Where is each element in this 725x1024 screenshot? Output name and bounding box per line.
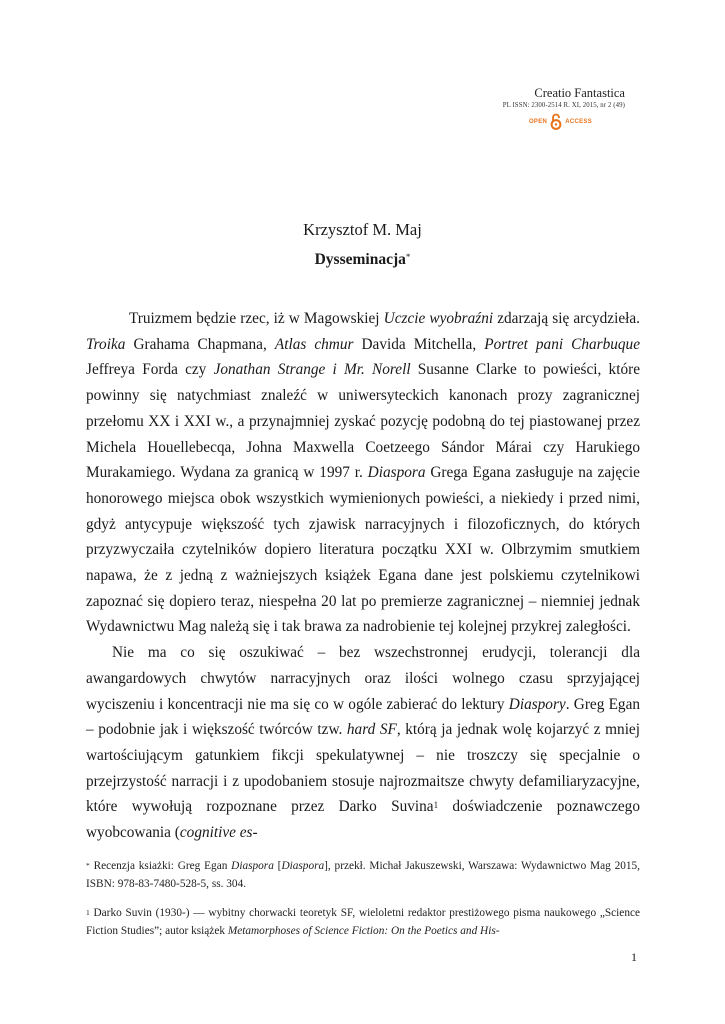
footnote-star <box>86 858 640 893</box>
text-run: Davida Mitchella, <box>353 335 485 353</box>
text-run: Grahama Chapmana, <box>125 335 275 353</box>
text-run: . Greg Egan – podobnie jak i większość twórców tzw. <box>86 695 641 739</box>
italic-title: Jonathan Strange i Mr. Norell <box>213 361 411 379</box>
italic-title: Diaspora <box>281 860 325 872</box>
text-run: Darko Suvin (1930-) — wybitny chorwacki teoretyk SF, wieloletni redaktor prestiżowego pisma naukowego „Science Fiction Studies”; autor książek <box>86 907 640 937</box>
footnotes <box>86 858 640 940</box>
body-paragraph-2 <box>86 640 640 846</box>
article-title-text: Dysseminacja <box>314 251 406 268</box>
open-access-lock-icon <box>550 113 562 130</box>
text-run: Susanne Clarke to powieści, które powinny się natychmiast znaleźć w uniwersyteckich kanonach prozy zagranicznej przełomu XX i XXI w., a przynajmniej zyskać pozycję podobną do tej piastowanej przez Michela Houellebecqa, Johna Maxwella Coetzeego Sándor Márai czy Harukiego Murakamiego. Wydana za granicą w 1997 r. <box>86 361 640 482</box>
body-paragraph-1 <box>86 306 640 640</box>
text-run: [ <box>273 860 282 872</box>
footnote-1 <box>86 905 640 940</box>
footnote-reference[interactable]: 1 <box>433 800 439 811</box>
text-run: Recenzja ksiażki: Greg Egan <box>89 860 232 872</box>
italic-title: Uczcie wyobraźni <box>383 310 494 327</box>
open-access-badge <box>503 113 592 130</box>
footnote-marker: * <box>86 861 90 870</box>
italic-title: Troika <box>86 335 126 353</box>
text-run: doświadczenie poznawczego wyobcowania ( <box>86 798 640 842</box>
journal-name: Creatio Fantastica <box>534 86 625 100</box>
text-run: Jeffreya Forda czy <box>86 361 214 379</box>
text-run: zdarzają się arcydzieła. <box>493 310 640 327</box>
italic-title: Portret pani Charbuque <box>484 335 640 353</box>
text-run: ], przekł. Michał Jakuszewski, Warszawa: Wydawnictwo Mag 2015, ISBN: 978-83-7480-528-5, ss. 304. <box>86 860 640 890</box>
italic-title: Atlas chmur <box>274 335 354 353</box>
footnote-marker: 1 <box>86 908 90 917</box>
text-run: Truizmem będzie rzec, iż w Magowskiej <box>129 310 384 327</box>
text-run: Nie ma co się oszukiwać – bez wszechstronnej erudycji, tolerancji dla awangardowych chwytów narracyjnych oraz ilości wolnego czasu sprzyjającej wyciszeniu i koncentracji nie ma się co w ogóle zabierać do lektury <box>86 644 640 713</box>
text-run: , którą ja jednak wolę kojarzyć z mniej wartościującym gatunkiem fikcji spekulatywnej – nie troszczy się specjalnie o przejrzystość narracji i z upodobaniem stosuje najrozmaitsze chwyty defamiliaryzacyjne, które wywołują rozpoznane przez Darko Suvina <box>86 721 640 816</box>
italic-title: Diaspory <box>508 695 566 713</box>
italic-term: cognitive es- <box>179 824 258 842</box>
journal-masthead <box>503 86 625 130</box>
page-number: 1 <box>631 950 637 964</box>
open-access-label-right: ACCESS <box>565 118 592 125</box>
issn-line: PL ISSN: 2300-2514 R. XI, 2015, nr 2 (49) <box>502 102 625 109</box>
title-footnote-marker: * <box>405 252 411 262</box>
text-run: Grega Egana zasługuje na zajęcie honorowego miejsca obok wszystkich wymienionych powieści, a niekiedy i przed nimi, gdyż antycypuje większość tych zjawisk narracyjnych i filozoficznych, do których przyzwyczaiła czytelników dopiero literatura początku XXI w. Olbrzymim smutkiem napawa, że z jedną z ważniejszych książek Egana dane jest polskiemu czytelnikowi zapoznać się dopiero teraz, niespełna 20 lat po premierze zagranicznej – niemniej jednak Wydawnictwu Mag należą się i tak brawa za nadrobienie tej kolejnej przykrej zaległości. <box>86 464 640 636</box>
italic-term: hard SF <box>346 721 397 739</box>
italic-title: Diaspora <box>231 860 274 872</box>
italic-title: Diaspora <box>367 464 426 482</box>
article-title <box>0 249 725 271</box>
open-access-label-left: OPEN <box>528 118 548 125</box>
author-name: Krzysztof M. Maj <box>303 220 422 239</box>
article-body <box>86 306 640 846</box>
italic-title: Metamorphoses of Science Fiction: On the Poetics and His- <box>227 924 500 937</box>
